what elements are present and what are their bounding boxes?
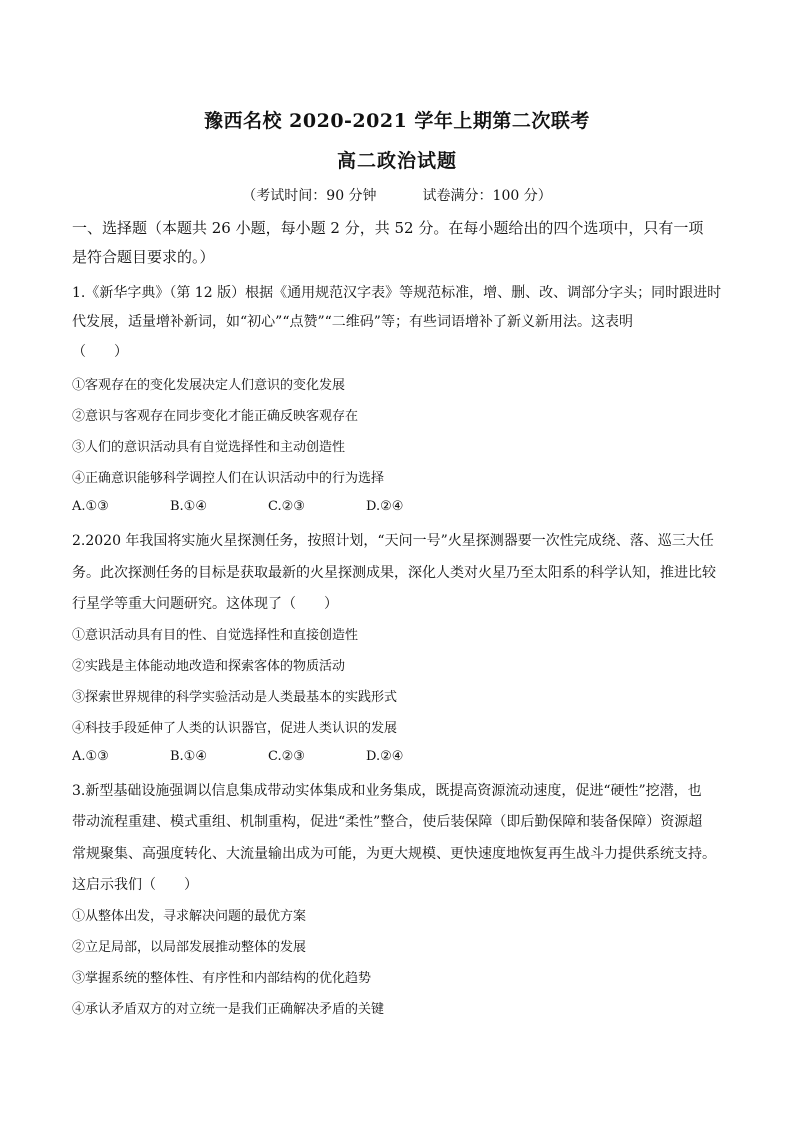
q3-stem-line-1: 3.新型基础设施强调以信息集成带动实体集成和业务集成，既提高资源流动速度，促进“硬性”挖潜，也 <box>72 783 702 799</box>
q2-stem-line-1: 2.2020 年我国将实施火星探测任务，按照计划，“天问一号”火星探测器要一次性完成绕、落、巡三大任 <box>72 533 714 549</box>
q2-option-2: ②实践是主体能动地改造和探索客体的物质活动 <box>72 659 346 674</box>
q1-option-3: ③人们的意识活动具有自觉选择性和主动创造性 <box>72 440 346 455</box>
exam-title: 豫西名校 2020-2021 学年上期第二次联考 <box>204 110 590 132</box>
q1-option-1: ①客观存在的变化发展决定人们意识的变化发展 <box>72 378 346 393</box>
q2-choice-a: A.①③ <box>72 749 109 764</box>
q1-choices <box>72 499 464 514</box>
q3-stem-line-2: 带动流程重建、模式重组、机制重构，促进“柔性”整合，使后装保障（即后勤保障和装备保障）资源超 <box>72 814 703 830</box>
q3-option-3: ③掌握系统的整体性、有序性和内部结构的优化趋势 <box>72 971 372 986</box>
q2-option-3: ③探索世界规律的科学实验活动是人类最基本的实践形式 <box>72 690 398 705</box>
exam-time: （考试时间：90 分钟 <box>242 188 377 204</box>
q1-choice-b: B.①④ <box>170 499 207 514</box>
section-instruction-line-2: 是符合题目要求的。） <box>72 248 215 266</box>
q2-option-1: ①意识活动具有目的性、自觉选择性和直接创造性 <box>72 628 359 643</box>
q2-stem-line-2: 务。此次探测任务的目标是获取最新的火星探测成果，深化人类对火星乃至太阳系的科学认知，推进比较 <box>72 565 716 581</box>
q2-choice-d: D.②④ <box>366 749 404 764</box>
q2-choice-c: C.②③ <box>268 749 305 764</box>
section-instruction-line-1: 一、选择题（本题共 26 小题，每小题 2 分，共 52 分。在每小题给出的四个选项中，只有一项 <box>72 219 704 237</box>
q1-option-2: ②意识与客观存在同步变化才能正确反映客观存在 <box>72 409 359 424</box>
q1-stem-line-1: 1.《新华字典》（第 12 版）根据《通用规范汉字表》等规范标准，增、删、改、调部分字头；同时跟进时 <box>72 285 722 301</box>
q1-stem-line-2: 代发展，适量增补新词，如“初心”“点赞”“二维码”等；有些词语增补了新义新用法。这表明 <box>72 314 633 330</box>
q3-option-1: ①从整体出发，寻求解决问题的最优方案 <box>72 909 307 924</box>
q1-stem-line-3: （ ） <box>72 344 128 360</box>
q3-option-2: ②立足局部，以局部发展推动整体的发展 <box>72 940 307 955</box>
q1-option-4: ④正确意识能够科学调控人们在认识活动中的行为选择 <box>72 471 385 486</box>
exam-subtitle: 高二政治试题 <box>336 150 457 172</box>
q3-option-4: ④承认矛盾双方的对立统一是我们正确解决矛盾的关键 <box>72 1002 385 1017</box>
q2-option-4: ④科技手段延伸了人类的认识器官，促进人类认识的发展 <box>72 721 398 736</box>
q2-choices <box>72 749 464 764</box>
exam-info <box>0 185 794 205</box>
q3-stem-line-3: 常规聚集、高强度转化、大流量输出成为可能，为更大规模、更快速度地恢复再生战斗力提供系统支持。 <box>72 846 716 862</box>
q1-choice-d: D.②④ <box>366 499 404 514</box>
q1-choice-a: A.①③ <box>72 499 109 514</box>
q2-choice-b: B.①④ <box>170 749 207 764</box>
q3-stem-line-4: 这启示我们（ ） <box>72 877 198 893</box>
q1-choice-c: C.②③ <box>268 499 305 514</box>
q2-stem-line-3: 行星学等重大问题研究。这体现了（ ） <box>72 596 338 612</box>
exam-score: 试卷满分：100 分） <box>422 188 552 204</box>
